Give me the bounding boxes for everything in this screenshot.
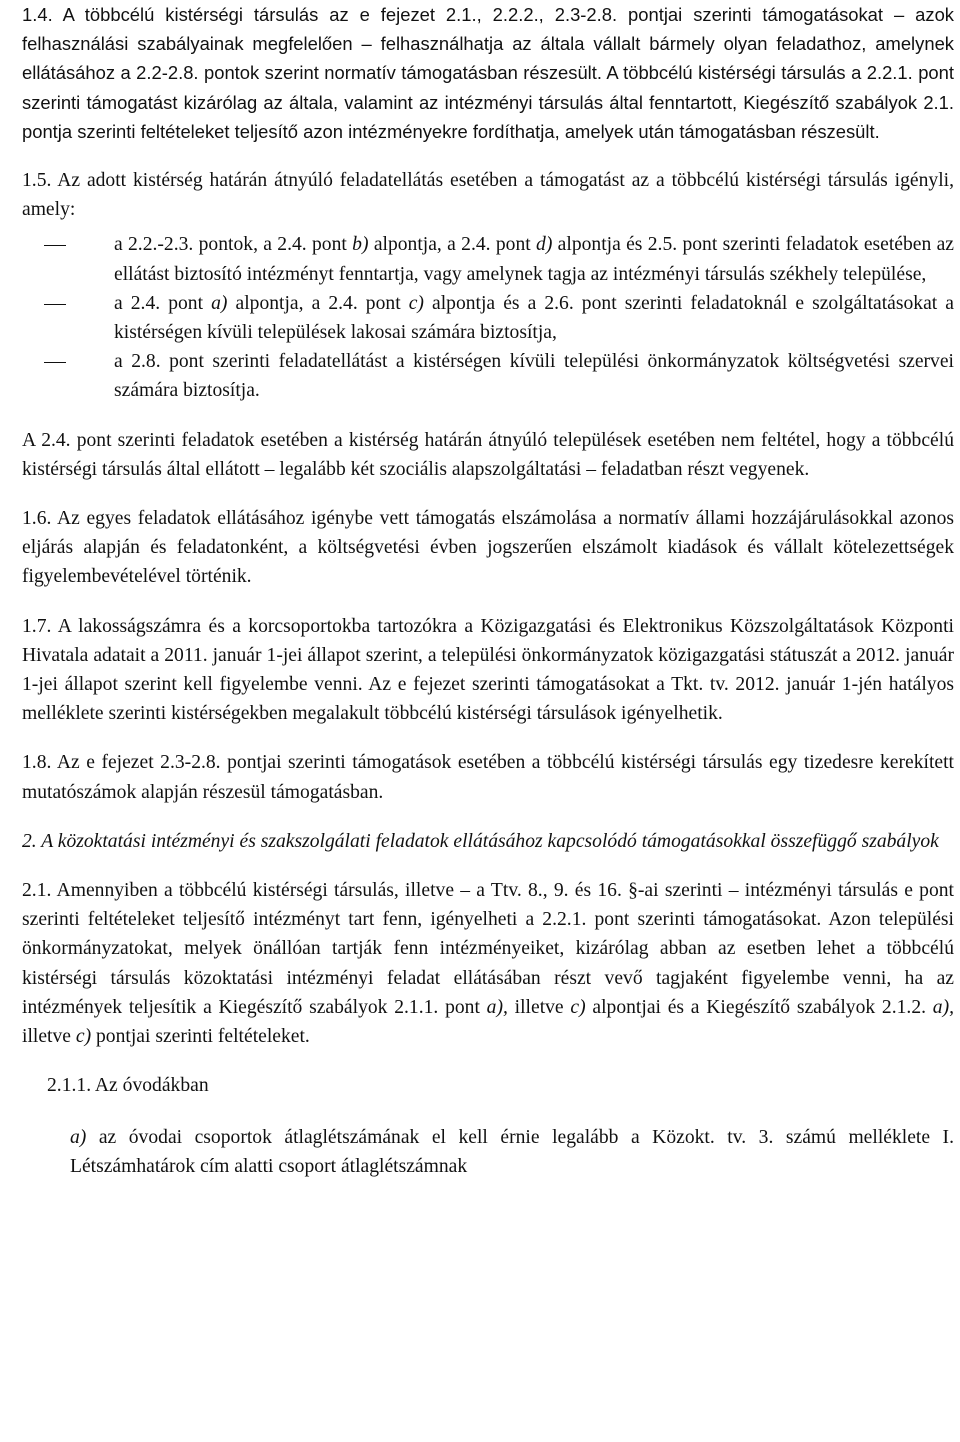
paragraph-2-1-1: 2.1.1. Az óvodákban [47, 1075, 209, 1097]
list-item: a 2.4. pont a) alpontja, a 2.4. pont c) alpontja és a 2.6. pont szerinti feladatoknál e szolgáltatásokat a kistérségen kívüli települések lakosai számára biztosítja, [22, 289, 954, 347]
section-heading-2: 2. A közoktatási intézményi és szakszolgálati feladatok ellátásához kapcsolódó támogatásokkal összefüggő szabályok [22, 830, 939, 852]
list-item: a 2.8. pont szerinti feladatellátást a kistérségen kívüli települési önkormányzatok költségvetési szervei számára biztosítja. [22, 347, 954, 405]
list-item: a 2.2.-2.3. pontok, a 2.4. pont b) alpontja, a 2.4. pont d) alpontja és 2.5. pont szerinti feladatok esetében az ellátást biztosító intézményt fenntartja, vagy amelynek tagja az intézményi társulás székhely települése, [22, 230, 954, 288]
paragraph-1-6: 1.6. Az egyes feladatok ellátásához igénybe vett támogatás elszámolása a normatív állami hozzájárulásokkal azonos eljárás alapján és feladatonként, a költségvetési évben jogszerűen elszámolt kiadások és vállalt kötelezettségek figyelembevételével történik. [22, 508, 954, 588]
list-1-5 [22, 230, 954, 405]
paragraph-1-8: 1.8. Az e fejezet 2.3-2.8. pontjai szerinti támogatások esetében a többcélú kistérségi társulás egy tizedesre kerekített mutatószámok alapján részesül támogatásban. [22, 752, 954, 803]
paragraph-2-1-1-a: a) az óvodai csoportok átlaglétszámának el kell érnie legalább a Közokt. tv. 3. számú melléklete I. Létszámhatárok cím alatti csoport átlaglétszámnak [70, 1126, 954, 1177]
paragraph-2-1: 2.1. Amennyiben a többcélú kistérségi társulás, illetve – a Ttv. 8., 9. és 16. §-ai szerinti – intézményi társulás e pont szerinti feltételeket teljesítő intézményt tart fenn, igényelheti a 2.2.1. pont szerinti támogatásokat. Azon települési önkormányzatokat, melyek önállóan tartják fenn intézményeiket, kizárólag abban az esetben lehet a többcélú kistérségi társulás közoktatási intézményi feladat ellátásában részt vevő tagjaként figyelembe venni, ha az intézmények teljesítik a Kiegészítő szabályok 2.1.1. pont a), illetve c) alpontjai és a Kiegészítő szabályok 2.1.2. a), illetve c) pontjai szerinti feltételeket. [22, 880, 955, 1048]
paragraph-2-4-note: A 2.4. pont szerinti feladatok esetében a kistérség határán átnyúló települések esetében nem feltétel, hogy a többcélú kistérségi társulás által ellátott – legalább két szociális alapszolgáltatási – feladatban részt vegyenek. [22, 429, 954, 480]
paragraph-1-4: 1.4. A többcélú kistérségi társulás az e fejezet 2.1., 2.2.2., 2.3-2.8. pontjai szerinti támogatásokat – azok felhasználási szabályainak megfelelően – felhasználhatja az általa vállalt bármely olyan feladathoz, amelynek ellátásához a 2.2-2.8. pontok szerint normatív támogatásban részesült. A többcélú kistérségi társulás a 2.2.1. pont szerinti támogatást kizárólag az általa, valamint az intézményi társulás által fenntartott, Kiegészítő szabályok 2.1. pontja szerinti feltételeket teljesítő azon intézményekre fordíthatja, amelyek után támogatásban részesült. [22, 4, 954, 142]
paragraph-1-5: 1.5. Az adott kistérség határán átnyúló feladatellátás esetében a támogatást az a többcélú kistérségi társulás igényli, amely: [22, 170, 954, 221]
paragraph-1-7: 1.7. A lakosságszámra és a korcsoportokba tartozókra a Közigazgatási és Elektronikus Közszolgáltatások Központi Hivatala adatait a 2011. január 1-jei állapot szerint, a települési önkormányzatok közigazgatási státuszát a 2012. január 1-jei állapot szerint kell figyelembe venni. Az e fejezet szerinti támogatásokat a Tkt. tv. 2012. január 1-jén hatályos melléklete szerinti kistérségekben megalakult többcélú kistérségi társulások igényelhetik. [22, 615, 954, 725]
document-page [22, 0, 954, 1181]
